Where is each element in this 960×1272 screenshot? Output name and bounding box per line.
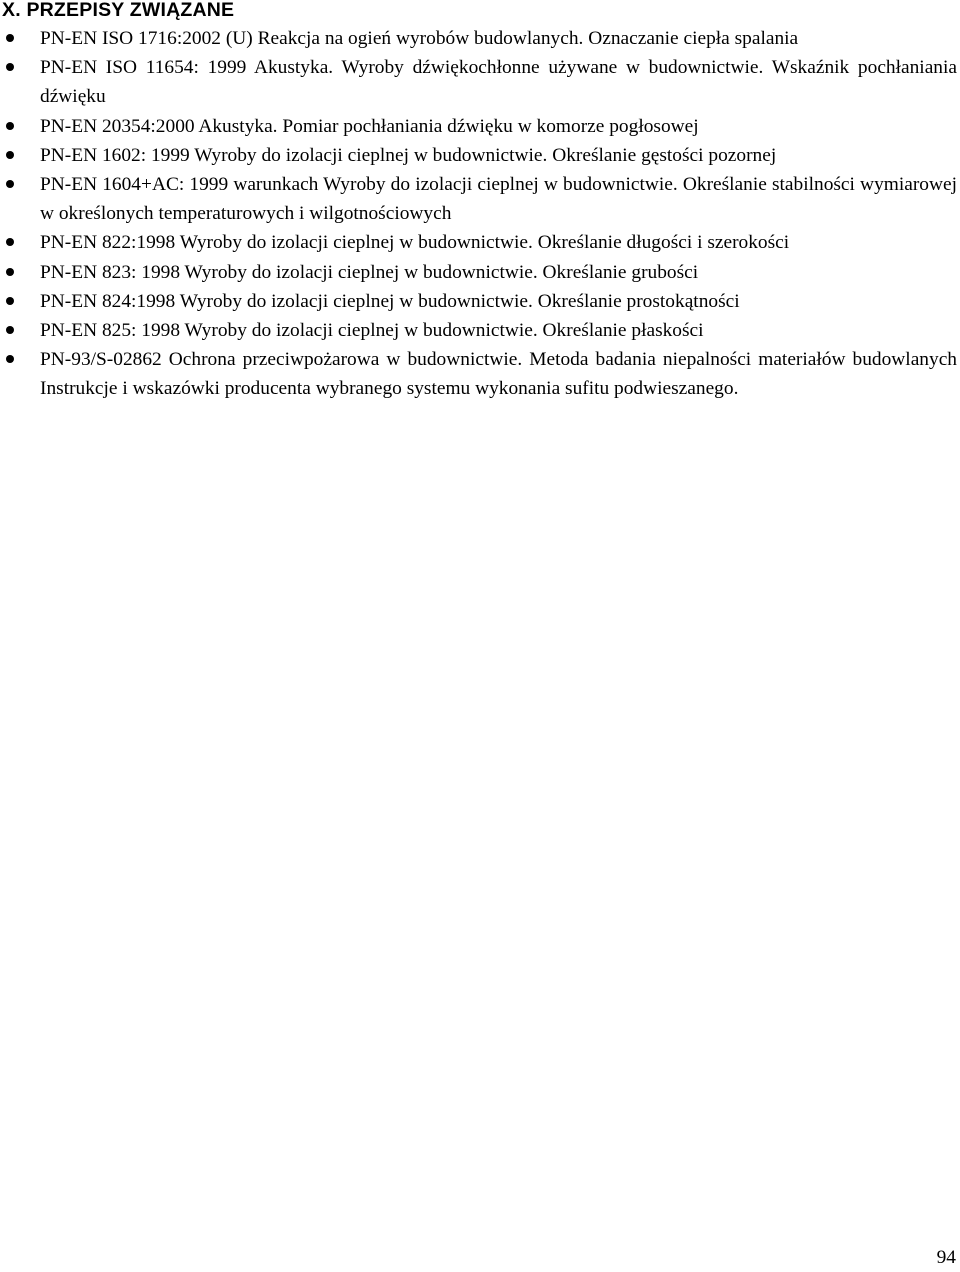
reference-list — [0, 24, 960, 404]
bullet-icon — [6, 238, 14, 246]
bullet-icon — [6, 268, 14, 276]
bullet-icon — [6, 297, 14, 305]
reference-text: PN-93/S-02862 Ochrona przeciwpożarowa w budownictwie. Metoda badania niepalności materiałów budowlanych Instrukcje i wskazówki producenta wybranego systemu wykonania sufitu podwieszanego. — [40, 349, 957, 400]
list-item — [0, 170, 960, 228]
reference-text: PN-EN ISO 1716:2002 (U) Reakcja na ogień wyrobów budowlanych. Oznaczanie ciepła spalania — [40, 28, 799, 49]
reference-text: PN-EN ISO 11654: 1999 Akustyka. Wyroby dźwiękochłonne używane w budownictwie. Wskaźnik pochłaniania dźwięku — [40, 57, 957, 108]
list-item — [0, 228, 960, 257]
list-item — [0, 345, 960, 403]
reference-text: PN-EN 1604+AC: 1999 warunkach Wyroby do izolacji cieplnej w budownictwie. Określanie stabilności wymiarowej w określonych temperaturowych i wilgotnościowych — [40, 174, 957, 225]
bullet-icon — [6, 34, 14, 42]
reference-text: PN-EN 824:1998 Wyroby do izolacji cieplnej w budownictwie. Określanie prostokątności — [40, 290, 740, 312]
bullet-icon — [6, 122, 14, 130]
reference-text: PN-EN 1602: 1999 Wyroby do izolacji cieplnej w budownictwie. Określanie gęstości pozornej — [40, 144, 777, 166]
bullet-icon — [6, 63, 14, 71]
page-number: 94 — [936, 1247, 956, 1268]
section-heading: X. PRZEPISY ZWIĄZANE — [2, 0, 235, 21]
list-item — [0, 141, 960, 170]
reference-text: PN-EN 825: 1998 Wyroby do izolacji cieplnej w budownictwie. Określanie płaskości — [40, 320, 704, 342]
bullet-icon — [6, 326, 14, 334]
list-item — [0, 112, 960, 141]
bullet-icon — [6, 355, 14, 363]
list-item — [0, 258, 960, 287]
list-item — [0, 316, 960, 345]
reference-text: PN-EN 822:1998 Wyroby do izolacji cieplnej w budownictwie. Określanie długości i szerokości — [40, 232, 790, 254]
list-item — [0, 287, 960, 316]
bullet-icon — [6, 180, 14, 188]
list-item — [0, 53, 960, 111]
reference-text: PN-EN 823: 1998 Wyroby do izolacji cieplnej w budownictwie. Określanie grubości — [40, 261, 699, 283]
bullet-icon — [6, 151, 14, 159]
list-item — [0, 24, 960, 53]
reference-text: PN-EN 20354:2000 Akustyka. Pomiar pochłaniania dźwięku w komorze pogłosowej — [40, 115, 699, 137]
